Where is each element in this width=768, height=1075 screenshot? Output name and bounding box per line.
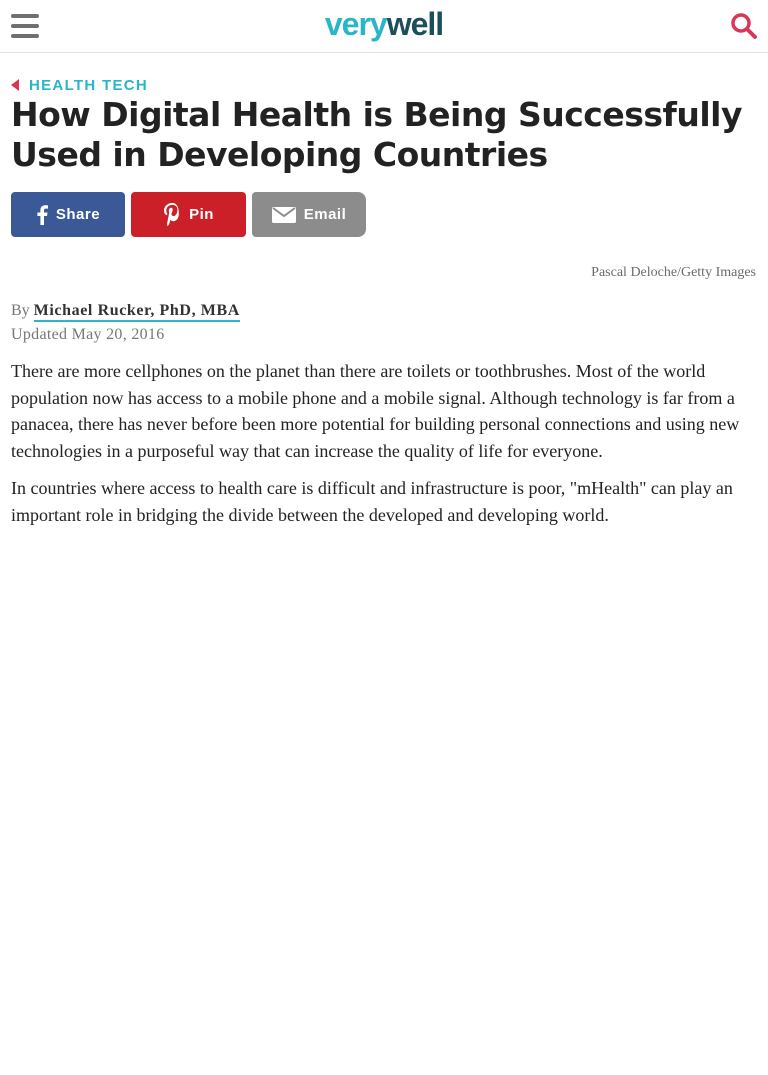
search-icon[interactable]	[730, 12, 758, 40]
pinterest-pin-label: Pin	[189, 206, 214, 223]
site-logo[interactable]	[0, 6, 768, 43]
facebook-share-button[interactable]	[11, 192, 125, 237]
category-label: HEALTH TECH	[29, 77, 149, 94]
back-arrow-icon	[11, 79, 19, 91]
facebook-icon	[36, 205, 48, 225]
article-paragraph: There are more cellphones on the planet than there are toilets or toothbrushes. Most of the world population now has access to a mobile phone and a mobile signal. Although technology is far from a panacea, there has never before been more potential for building personal connections and using new technologies in a purposeful way that can increase the quality of life for everyone.	[11, 361, 740, 461]
pinterest-pin-button[interactable]	[131, 192, 246, 237]
email-share-button[interactable]	[252, 192, 366, 237]
category-breadcrumb[interactable]	[11, 77, 148, 94]
top-navigation-bar	[0, 0, 768, 53]
email-share-label: Email	[303, 206, 347, 223]
logo-text-very: very	[324, 6, 387, 42]
article-title: How Digital Health is Being Successfully Used in Developing Countries	[11, 95, 743, 174]
article-body	[11, 358, 757, 539]
article-paragraph: In countries where access to health care is difficult and infrastructure is poor, "mHealth" can play an important role in bridging the divide between the developed and developing world.	[11, 478, 733, 525]
logo-text-well: well	[386, 6, 444, 42]
byline	[11, 302, 240, 320]
pinterest-icon	[163, 203, 181, 227]
author-link[interactable]: Michael Rucker, PhD, MBA	[34, 302, 240, 322]
facebook-share-label: Share	[55, 206, 101, 223]
envelope-icon	[272, 207, 296, 223]
updated-date: Updated May 20, 2016	[11, 326, 165, 343]
byline-prefix: By	[11, 302, 30, 319]
image-credit: Pascal Deloche/Getty Images	[591, 265, 756, 280]
